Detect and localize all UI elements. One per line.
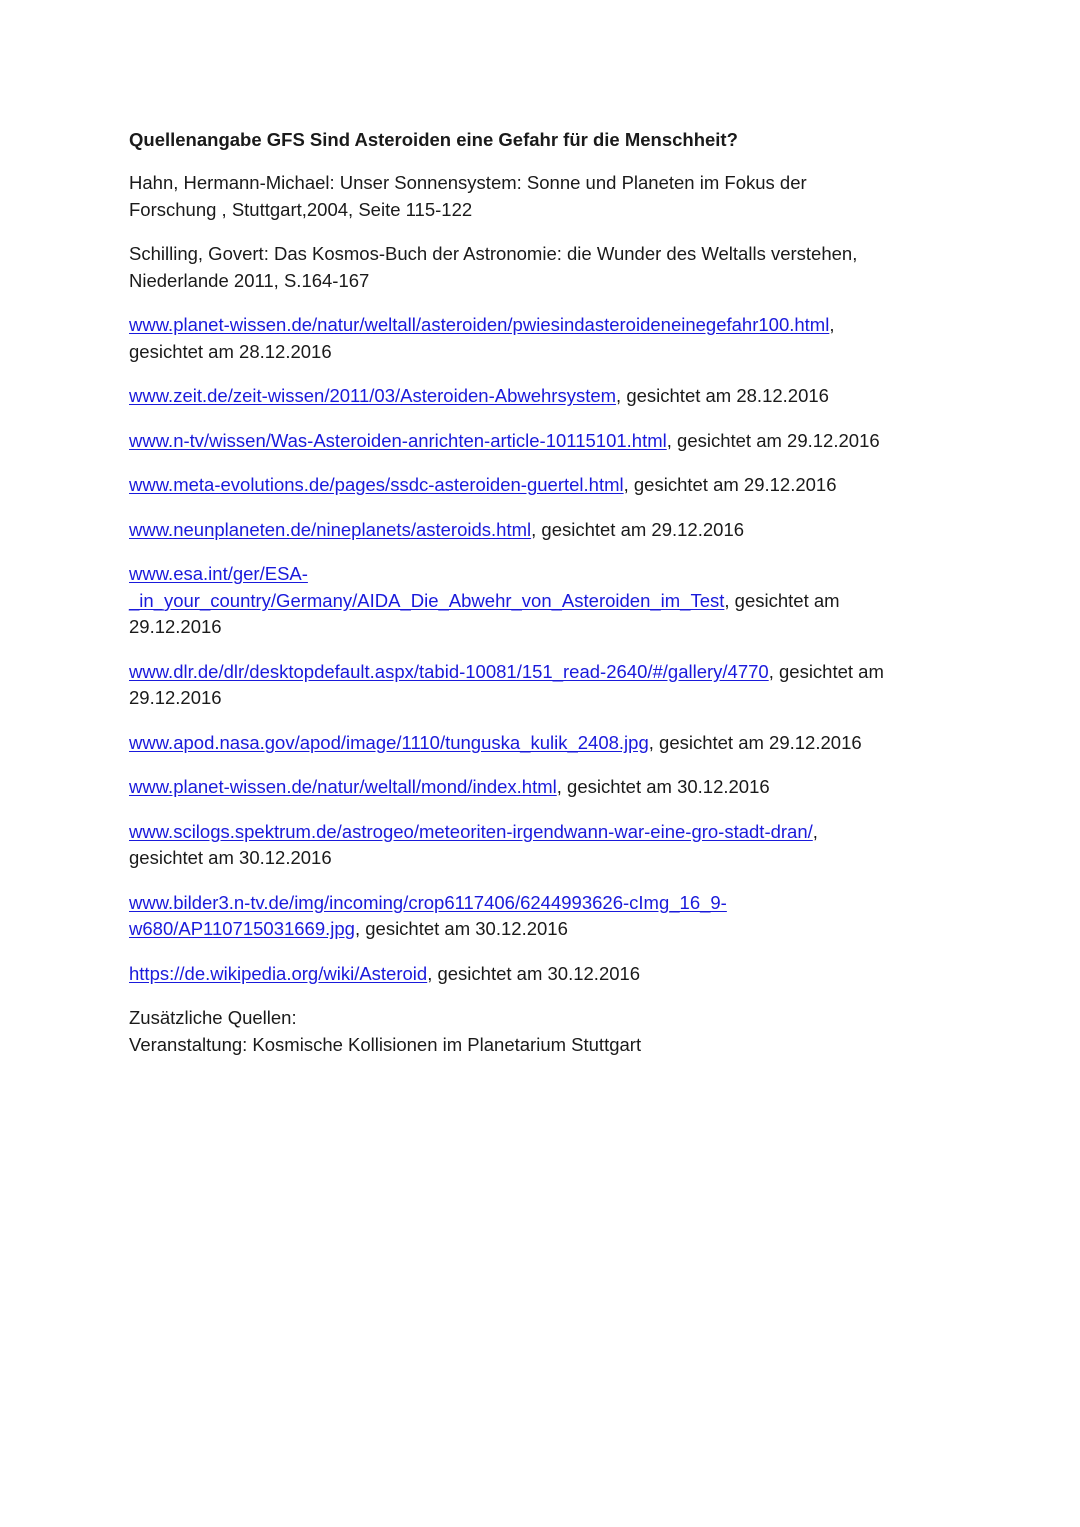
source-link[interactable]: www.dlr.de/dlr/desktopdefault.aspx/tabid-10081/151_read-2640/#/gallery/4770	[129, 660, 769, 682]
source-link[interactable]: www.neunplaneten.de/nineplanets/asteroids.html	[129, 518, 532, 540]
book-source-line: Forschung , Stuttgart,2004, Seite 115-122	[129, 198, 473, 220]
additional-sources	[129, 1005, 959, 1058]
source-suffix: , gesichtet am 29.12.2016	[648, 731, 862, 753]
web-source-entry	[129, 561, 959, 641]
source-suffix: , gesichtet am	[724, 589, 840, 611]
book-source-schilling	[129, 241, 959, 294]
source-suffix: , gesichtet am	[768, 660, 884, 682]
book-source-hahn	[129, 170, 959, 223]
viewed-date: gesichtet am 28.12.2016	[129, 340, 332, 362]
source-suffix: , gesichtet am 30.12.2016	[556, 776, 770, 797]
source-link[interactable]: www.zeit.de/zeit-wissen/2011/03/Asteroiden-Abwehrsystem	[129, 385, 617, 406]
document-page	[129, 127, 959, 1058]
web-source-entry	[129, 383, 959, 410]
source-link[interactable]: _in_your_country/Germany/AIDA_Die_Abwehr_von_Asteroiden_im_Test	[129, 589, 725, 611]
source-link[interactable]: www.apod.nasa.gov/apod/image/1110/tunguska_kulik_2408.jpg	[129, 731, 649, 753]
source-link[interactable]: www.esa.int/ger/ESA-	[129, 563, 308, 584]
web-source-entry	[129, 961, 959, 988]
viewed-date: gesichtet am 30.12.2016	[129, 847, 332, 868]
source-suffix: , gesichtet am 29.12.2016	[531, 518, 745, 540]
source-link[interactable]: https://de.wikipedia.org/wiki/Asteroid	[129, 962, 428, 984]
book-source-line: Hahn, Hermann-Michael: Unser Sonnensystem: Sonne und Planeten im Fokus der	[129, 172, 807, 193]
additional-sources-text: Veranstaltung: Kosmische Kollisionen im Planetarium Stuttgart	[129, 1033, 642, 1055]
book-source-line: Schilling, Govert: Das Kosmos-Buch der Astronomie: die Wunder des Weltalls verstehen,	[129, 243, 858, 264]
source-suffix: , gesichtet am 29.12.2016	[666, 429, 880, 451]
source-link[interactable]: www.scilogs.spektrum.de/astrogeo/meteoriten-irgendwann-war-eine-gro-stadt-dran/	[129, 820, 813, 842]
source-link[interactable]: www.planet-wissen.de/natur/weltall/asteroiden/pwiesindasteroideneinegefahr100.html	[129, 314, 830, 335]
source-suffix: , gesichtet am 28.12.2016	[616, 385, 829, 406]
web-source-entry	[129, 312, 959, 365]
web-source-entry	[129, 774, 959, 801]
source-link[interactable]: w680/AP110715031669.jpg	[129, 918, 355, 939]
viewed-date: 29.12.2016	[129, 687, 222, 708]
document-title: Quellenangabe GFS Sind Asteroiden eine Gefahr für die Menschheit?	[129, 129, 738, 150]
web-source-entry	[129, 472, 959, 499]
web-source-entry	[129, 517, 959, 544]
source-link[interactable]: www.n-tv/wissen/Was-Asteroiden-anrichten-article-10115101.html	[129, 429, 667, 451]
source-suffix: ,	[829, 314, 835, 335]
source-suffix: , gesichtet am 30.12.2016	[354, 918, 568, 939]
web-source-entry	[129, 890, 959, 943]
source-suffix: , gesichtet am 30.12.2016	[427, 962, 641, 984]
web-source-entry	[129, 428, 959, 455]
source-link[interactable]: www.bilder3.n-tv.de/img/incoming/crop6117406/6244993626-cImg_16_9-	[129, 891, 727, 913]
source-link[interactable]: www.meta-evolutions.de/pages/ssdc-asteroiden-guertel.html	[129, 474, 624, 495]
additional-sources-heading: Zusätzliche Quellen:	[129, 1007, 297, 1028]
book-source-line: Niederlande 2011, S.164-167	[129, 269, 370, 291]
web-source-entry	[129, 659, 959, 712]
web-source-entry	[129, 819, 959, 872]
source-link[interactable]: www.planet-wissen.de/natur/weltall/mond/index.html	[129, 776, 557, 797]
source-suffix: , gesichtet am 29.12.2016	[623, 474, 837, 495]
viewed-date: 29.12.2016	[129, 616, 222, 637]
web-source-entry	[129, 730, 959, 757]
source-suffix: ,	[812, 820, 818, 842]
